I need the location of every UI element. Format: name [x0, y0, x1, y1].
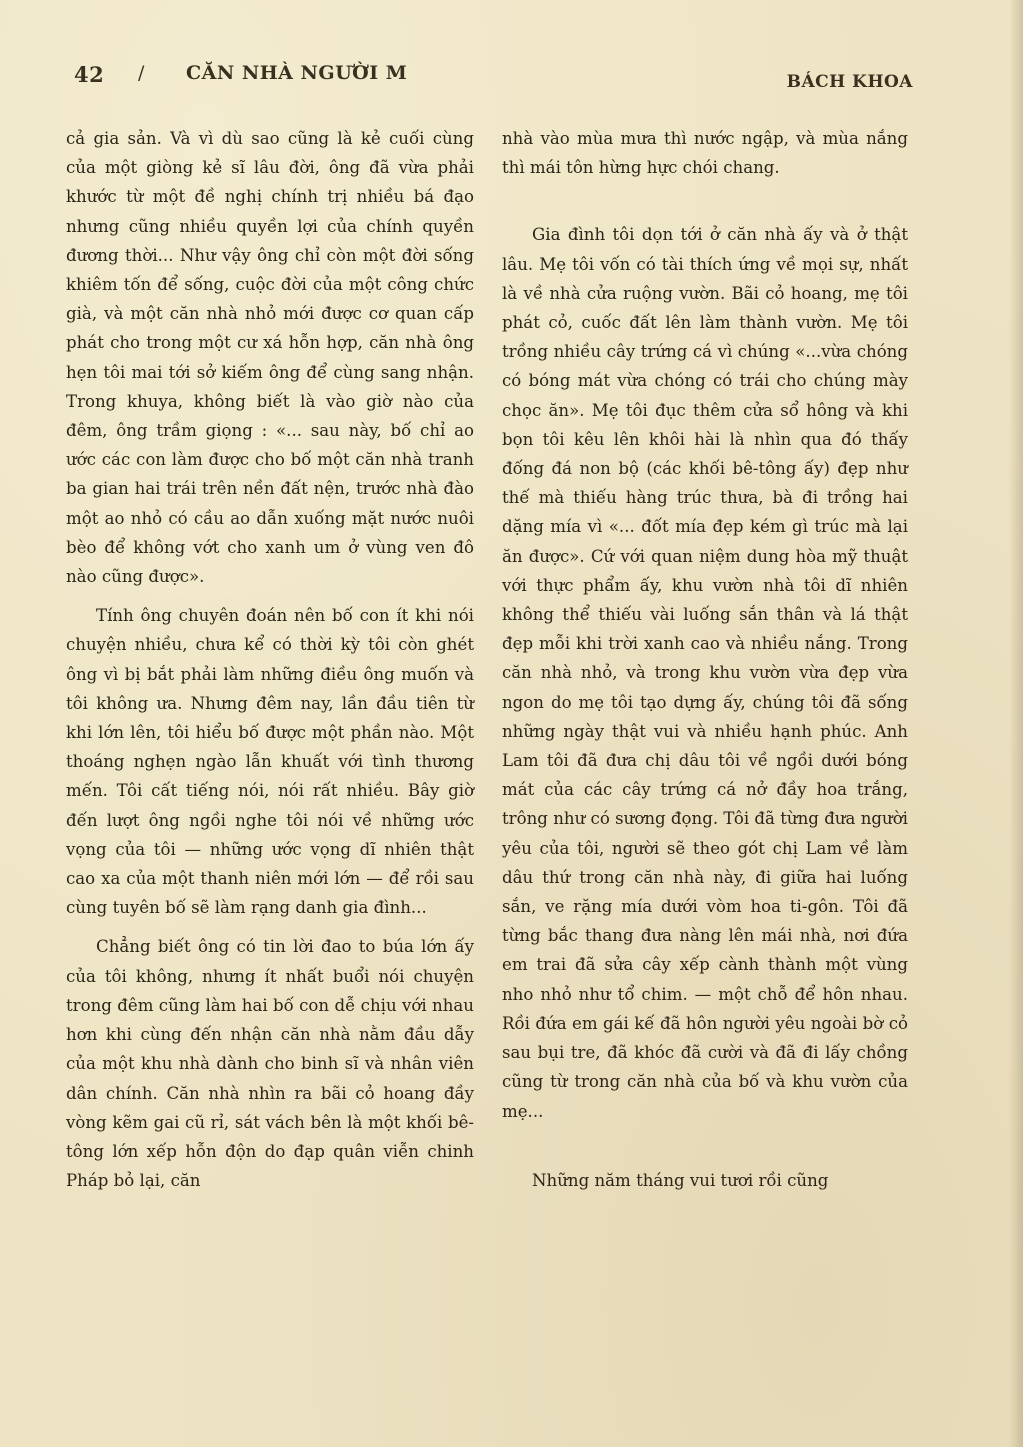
- paragraph: Những năm tháng vui tươi rồi cũng: [532, 1170, 829, 1190]
- paragraph: nhà vào mùa mưa thì nước ngập, và mùa nắng thì mái tôn hừng hực chói chang.: [502, 129, 908, 178]
- left-column: [66, 124, 474, 1195]
- paragraph: Gia đình tôi dọn tới ở căn nhà ấy và ở thật lâu. Mẹ tôi vốn có tài thích ứng về mọi sự, nhất là về nhà cửa ruộng vườn. Bãi cỏ hoang, mẹ tôi phát cỏ, cuốc đất lên làm thành vườn. Mẹ tôi trồng nhiều cây trứng cá vì chúng «...vừa chóng có bóng mát vừa chóng có trái cho chúng mày chọc ăn». Mẹ tôi đục thêm cửa sổ hông và khi bọn tôi kêu lên khôi hài là nhìn qua đó thấy đống đá non bộ (các khối bê-tông ấy) đẹp như thế mà thiếu hàng trúc thưa, bà đi trồng hai dặng mía vì «... đốt mía đẹp kém gì trúc mà lại ăn được». Cứ với quan niệm dung hòa mỹ thuật với thực phẩm ấy, khu vườn nhà tôi dĩ nhiên không thể thiếu vài luống sắn thân và lá thật đẹp mỗi khi trời xanh cao và nhiều nắng. Trong căn nhà nhỏ, và trong khu vườn vừa đẹp vừa ngon do mẹ tôi tạo dựng ấy, chúng tôi đã sống những ngày thật vui và nhiều hạnh phúc. Anh Lam tôi đã đưa chị dâu tôi về ngồi dưới bóng mát của các cây trứng cá nở đầy hoa trắng, trông như có sương đọng. Tôi đã từng đưa người yêu của tôi, người sẽ theo gót chị Lam về làm dâu thứ trong căn nhà này, đi giữa hai luống sắn, ve rặng mía dưới vòm hoa ti-gôn. Tôi đã từng bắc thang đưa nàng lên mái nhà, nơi đứa em trai đã sửa cây xếp cành thành một vùng nho nhỏ như tổ chim. — một chỗ để hôn nhau. Rồi đứa em gái kế đã hôn người yêu ngoài bờ cỏ sau bụi tre, đã khóc đã cười và đã đi lấy chồng cũng từ trong căn nhà của bố và khu vườn của mẹ...: [502, 225, 908, 1121]
- page-header: [74, 62, 913, 92]
- page-edge-shadow: [1009, 0, 1023, 1447]
- section-break: [502, 182, 908, 220]
- paragraph: Chẳng biết ông có tin lời đao to búa lớn ấy của tôi không, nhưng ít nhất buổi nói chuyện trong đêm cũng làm hai bố con dễ chịu với nhau hơn khi cùng đến nhận căn nhà nằm đầu dẫy của một khu nhà dành cho binh sĩ và nhân viên dân chính. Căn nhà nhìn ra bãi cỏ hoang đầy vòng kẽm gai cũ rỉ, sát vách bên là một khối bê-tông lớn xếp hỗn độn do đạp quân viễn chinh Pháp bỏ lại, căn: [66, 937, 474, 1191]
- paragraph: Tính ông chuyên đoán nên bố con ít khi nói chuyện nhiều, chưa kể có thời kỳ tôi còn ghét ông vì bị bắt phải làm những điều ông muốn và tôi không ưa. Nhưng đêm nay, lần đầu tiên từ khi lớn lên, tôi hiểu bố được một phần nào. Một thoáng nghẹn ngào lẫn khuất với tình thương mến. Tôi cất tiếng nói, nói rất nhiều. Bây giờ đến lượt ông ngồi nghe tôi nói về những ước vọng của tôi — những ước vọng dĩ nhiên thật cao xa của một thanh niên mới lớn — để rồi sau cùng tuyên bố sẽ làm rạng danh gia đình...: [66, 606, 474, 918]
- paragraph-gap: [66, 922, 474, 932]
- paragraph-gap: [66, 591, 474, 601]
- page-number: 42: [74, 62, 105, 87]
- magazine-name: BÁCH KHOA: [786, 72, 913, 92]
- paragraph: cả gia sản. Và vì dù sao cũng là kẻ cuối cùng của một giòng kẻ sĩ lâu đời, ông đã vừa phải khước từ một đề nghị chính trị nhiều bá đạo nhưng cũng nhiều quyền lợi của chính quyền đương thời... Như vậy ông chỉ còn một đời sống khiêm tốn để sống, cuộc đời của một công chức già, và một căn nhà nhỏ mới được cơ quan cấp phát cho trong một cư xá hỗn hợp, căn nhà ông hẹn tôi mai tới sở kiếm ông để cùng sang nhận. Trong khuya, không biết là vào giờ nào của đêm, ông trầm giọng : «... sau này, bố chỉ ao ước các con làm được cho bố một căn nhà tranh ba gian hai trái trên nền đất nện, trước nhà đào một ao nhỏ có cầu ao dẫn xuống mặt nước nuôi bèo để không vớt cho xanh um ở vùng ven đô nào cũng được».: [66, 129, 474, 587]
- running-title: CĂN NHÀ NGƯỜI M: [186, 62, 408, 84]
- header-separator: /: [138, 62, 145, 84]
- section-break: [502, 1126, 908, 1166]
- right-column: [502, 124, 908, 1195]
